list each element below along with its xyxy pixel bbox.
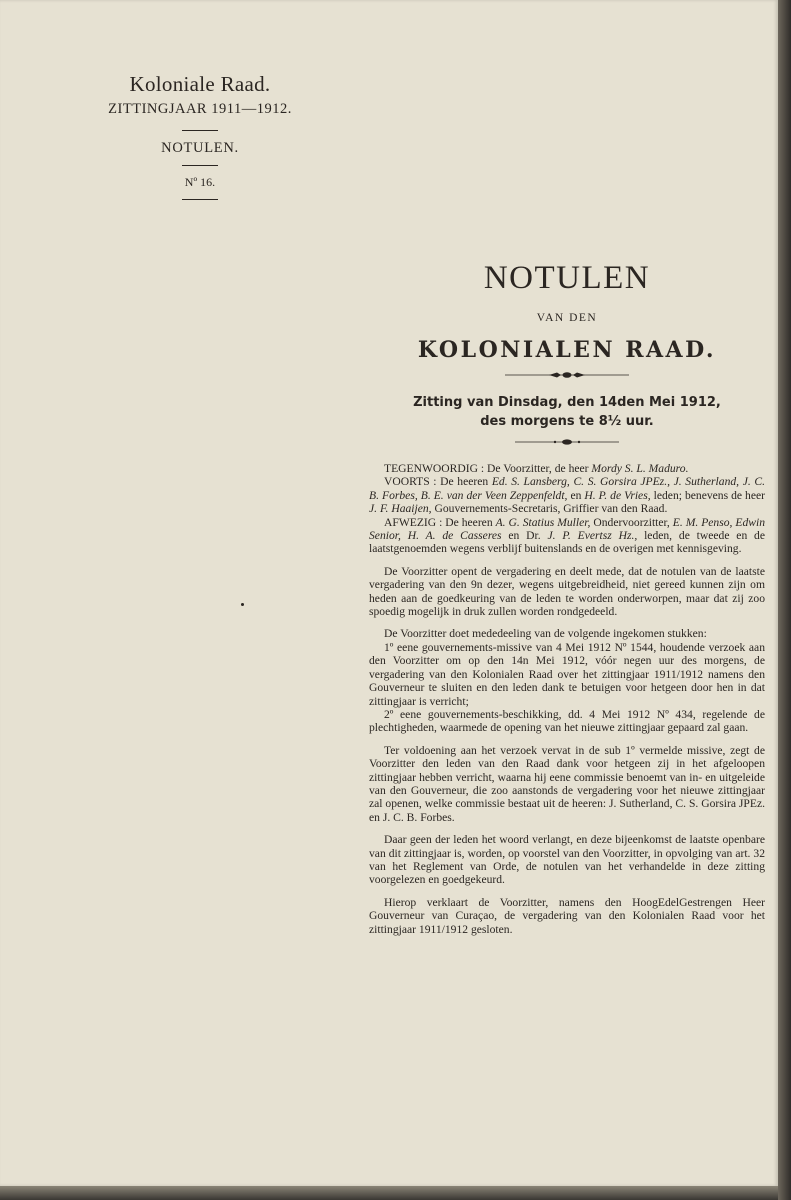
ornament-divider [369, 367, 765, 385]
absent-text-3: en Dr. [501, 529, 548, 543]
absent-names-2: E. M. Penso, Edwin Senior, H. A. de Casseres [369, 515, 766, 543]
page-title: NOTULEN [483, 260, 651, 296]
ink-speck [241, 603, 244, 606]
paragraph: Hierop verklaart de Voorzitter, namens den HoogEdelGestrengen Heer Gouverneur van Curaçao, de vergadering van den Kolonialen Raad voor het zittingjaar 1911/1912 gesloten. [369, 895, 765, 936]
absent-name-3: J. P. Evertsz Hz., [547, 529, 638, 543]
masthead-year: ZITTINGJAAR 1911—1912. [108, 101, 292, 117]
also-text-3: leden; benevens de heer [650, 488, 766, 502]
paragraph: De Voorzitter opent de vergadering en deelt mede, dat de notulen van de laatste vergadering van den 9n dezer, wegens uitgebreidheid, niet gereed kunnen zijn om heden aan de goedkeuring van de leden te worden onderworpen, maar dat zij zoo spoedig mogelijk in druk zullen worden rondgedeeld. [369, 564, 765, 619]
masthead-section: NOTULEN. [161, 140, 239, 156]
also-text: De heeren [436, 475, 492, 489]
minutes-body [369, 462, 765, 936]
page-edge-shadow [778, 0, 791, 1200]
paragraph: 1º eene gouvernements-missive van 4 Mei 1912 Nº 1544, houdende verzoek aan den Voorzitter om op den 14n Mei 1912, vóór negen uur des morgens, de vergadering van den Kolonialen Raad over het zittingjaar 1911/1912 namens den Gouverneur te sluiten en den leden dank te betuigen voor hetgeen door hen in dat zittingjaar is verricht; [369, 640, 765, 708]
present-label: TEGENWOORDIG : [384, 462, 485, 475]
attendance-present [369, 462, 765, 475]
absent-text-4: leden, de tweede en de laatstgenoemden wegens verblijf buitenslands en de overigen met kennisgeving. [369, 529, 766, 556]
absent-label: AFWEZIG : [384, 515, 443, 529]
ornament-rule-icon [497, 370, 637, 380]
masthead-divider [182, 130, 218, 131]
document-number: Nº 16. [184, 175, 216, 189]
also-text-4: Gouvernements-Secretaris, Griffier van den Raad. [431, 502, 668, 516]
member-names: Ed. S. Lansberg, C. S. Gorsira JPEz., J. Sutherland, J. C. B. Forbes, B. E. van der Veen Zeppenfeldt, [369, 475, 765, 502]
member-name-2: H. P. de Vries, [584, 488, 651, 502]
ornament-rule-small-icon [507, 437, 627, 447]
session-time: des morgens te 8½ uur. [480, 414, 654, 429]
paragraph: De Voorzitter doet mededeeling van de volgende ingekomen stukken: [384, 627, 707, 641]
also-text-2: en [567, 488, 585, 502]
session-info [369, 393, 765, 431]
absent-text-2: Ondervoorzitter, [590, 515, 673, 529]
masthead [80, 72, 320, 200]
paragraph: 2º eene gouvernements-beschikking, dd. 4 Mei 1912 Nº 434, regelende de plechtigheden, waarmede de opening van het nieuwe zittingjaar gepaard zal gaan. [369, 707, 765, 735]
paragraph: Ter voldoening aan het verzoek vervat in de sub 1º vermelde missive, zegt de Voorzitter den leden van den Raad dank voor hetgeen zij in het afgeloopen zittingjaar hebben verricht, waarna hij eene commissie benoemt van in- en uitgeleide van den Gouverneur, die zoo aanstonds de vergadering voor het nieuwe zittingjaar zal openen, welke commissie bestaat uit de heeren: J. Sutherland, C. S. Gorsira JPEz. en J. C. B. Forbes. [369, 743, 765, 824]
masthead-divider-2 [182, 165, 218, 166]
page-bottom-shadow [0, 1186, 778, 1200]
session-date: Zitting van Dinsdag, den 14den Mei 1912, [413, 395, 721, 410]
chairman-name: Mordy S. L. Maduro. [591, 462, 689, 475]
masthead-divider-3 [182, 199, 218, 200]
attendance-absent [369, 516, 765, 556]
absent-name-1: A. G. Statius Muller, [495, 515, 591, 529]
paragraph: Daar geen der leden het woord verlangt, en deze bijeenkomst de laatste openbare van dit zittingjaar is, worden, op voorstel van den Voorzitter, in opvolging van art. 32 van het Reglement van Orde, de notulen van het verhandelde in deze zitting voorgelezen en goedgekeurd. [369, 833, 765, 887]
masthead-title: Koloniale Raad. [129, 72, 271, 96]
ornament-divider-2 [369, 434, 765, 452]
council-name: KOLONIALEN RAAD. [417, 337, 717, 363]
attendance-also [369, 475, 765, 515]
also-label: VOORTS : [384, 475, 437, 489]
page-subtitle: VAN DEN [536, 312, 598, 324]
present-text: De Voorzitter, de heer [484, 462, 592, 475]
absent-text: De heeren [442, 515, 496, 529]
secretary-name: J. F. Haaijen, [369, 502, 432, 516]
